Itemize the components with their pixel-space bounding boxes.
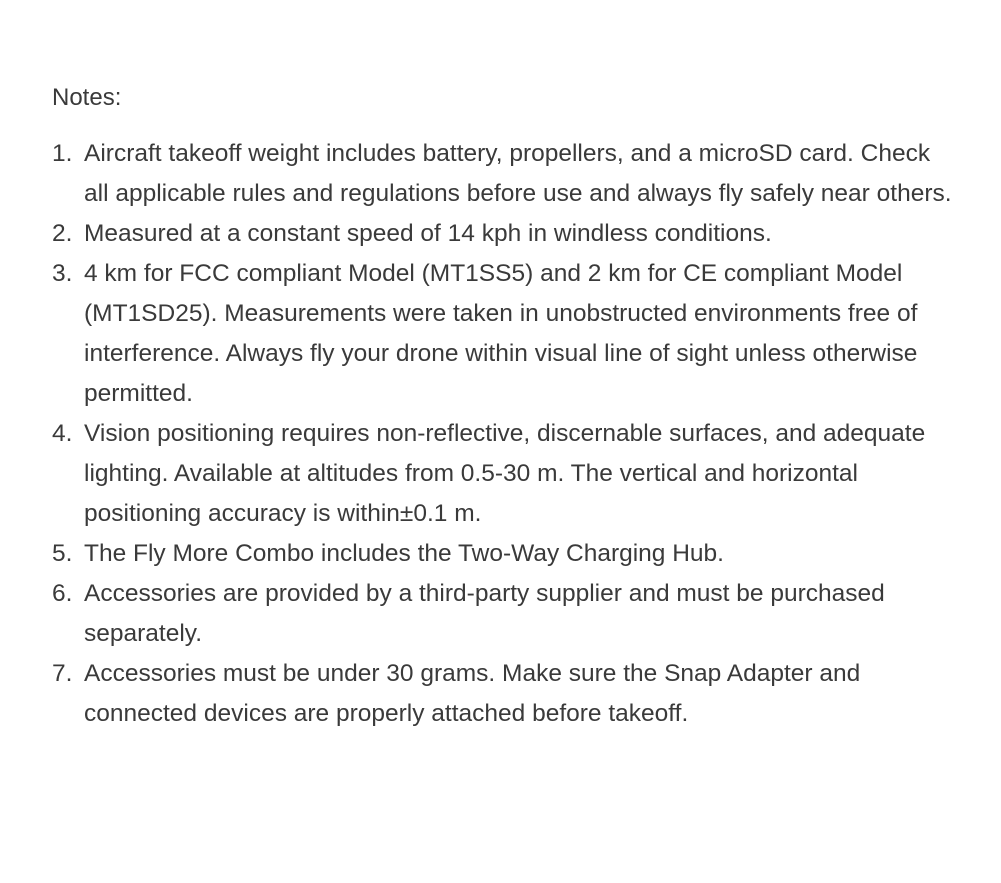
note-number: 7. xyxy=(52,660,73,687)
note-text: Accessories must be under 30 grams. Make sure the Snap Adapter and connected devices are properly attached before takeoff. xyxy=(84,660,861,727)
note-text: Vision positioning requires non-reflective, discernable surfaces, and adequate lighting. Available at altitudes from 0.5-30 m. The vertical and horizontal positioning accuracy is within±0.1 m. xyxy=(84,420,926,527)
note-item-5 xyxy=(52,534,952,574)
note-item-2 xyxy=(52,214,952,254)
notes-list xyxy=(52,134,952,734)
notes-heading: Notes: xyxy=(52,84,122,111)
note-text: The Fly More Combo includes the Two-Way Charging Hub. xyxy=(84,540,724,567)
note-number: 1. xyxy=(52,140,73,167)
note-item-1 xyxy=(52,134,952,214)
note-item-3 xyxy=(52,254,952,414)
notes-section xyxy=(52,78,952,734)
note-text: Measured at a constant speed of 14 kph in windless conditions. xyxy=(84,220,772,247)
note-number: 4. xyxy=(52,420,73,447)
note-number: 3. xyxy=(52,260,73,287)
note-text: Accessories are provided by a third-party supplier and must be purchased separately. xyxy=(84,580,885,647)
note-number: 5. xyxy=(52,540,73,567)
note-number: 2. xyxy=(52,220,73,247)
note-item-7 xyxy=(52,654,952,734)
note-number: 6. xyxy=(52,580,73,607)
note-text: 4 km for FCC compliant Model (MT1SS5) and 2 km for CE compliant Model (MT1SD25). Measurements were taken in unobstructed environments free of interference. Always fly your drone within visual line of sight unless otherwise permitted. xyxy=(84,260,918,407)
note-item-4 xyxy=(52,414,952,534)
note-item-6 xyxy=(52,574,952,654)
note-text: Aircraft takeoff weight includes battery, propellers, and a microSD card. Check all applicable rules and regulations before use and always fly safely near others. xyxy=(84,140,952,207)
